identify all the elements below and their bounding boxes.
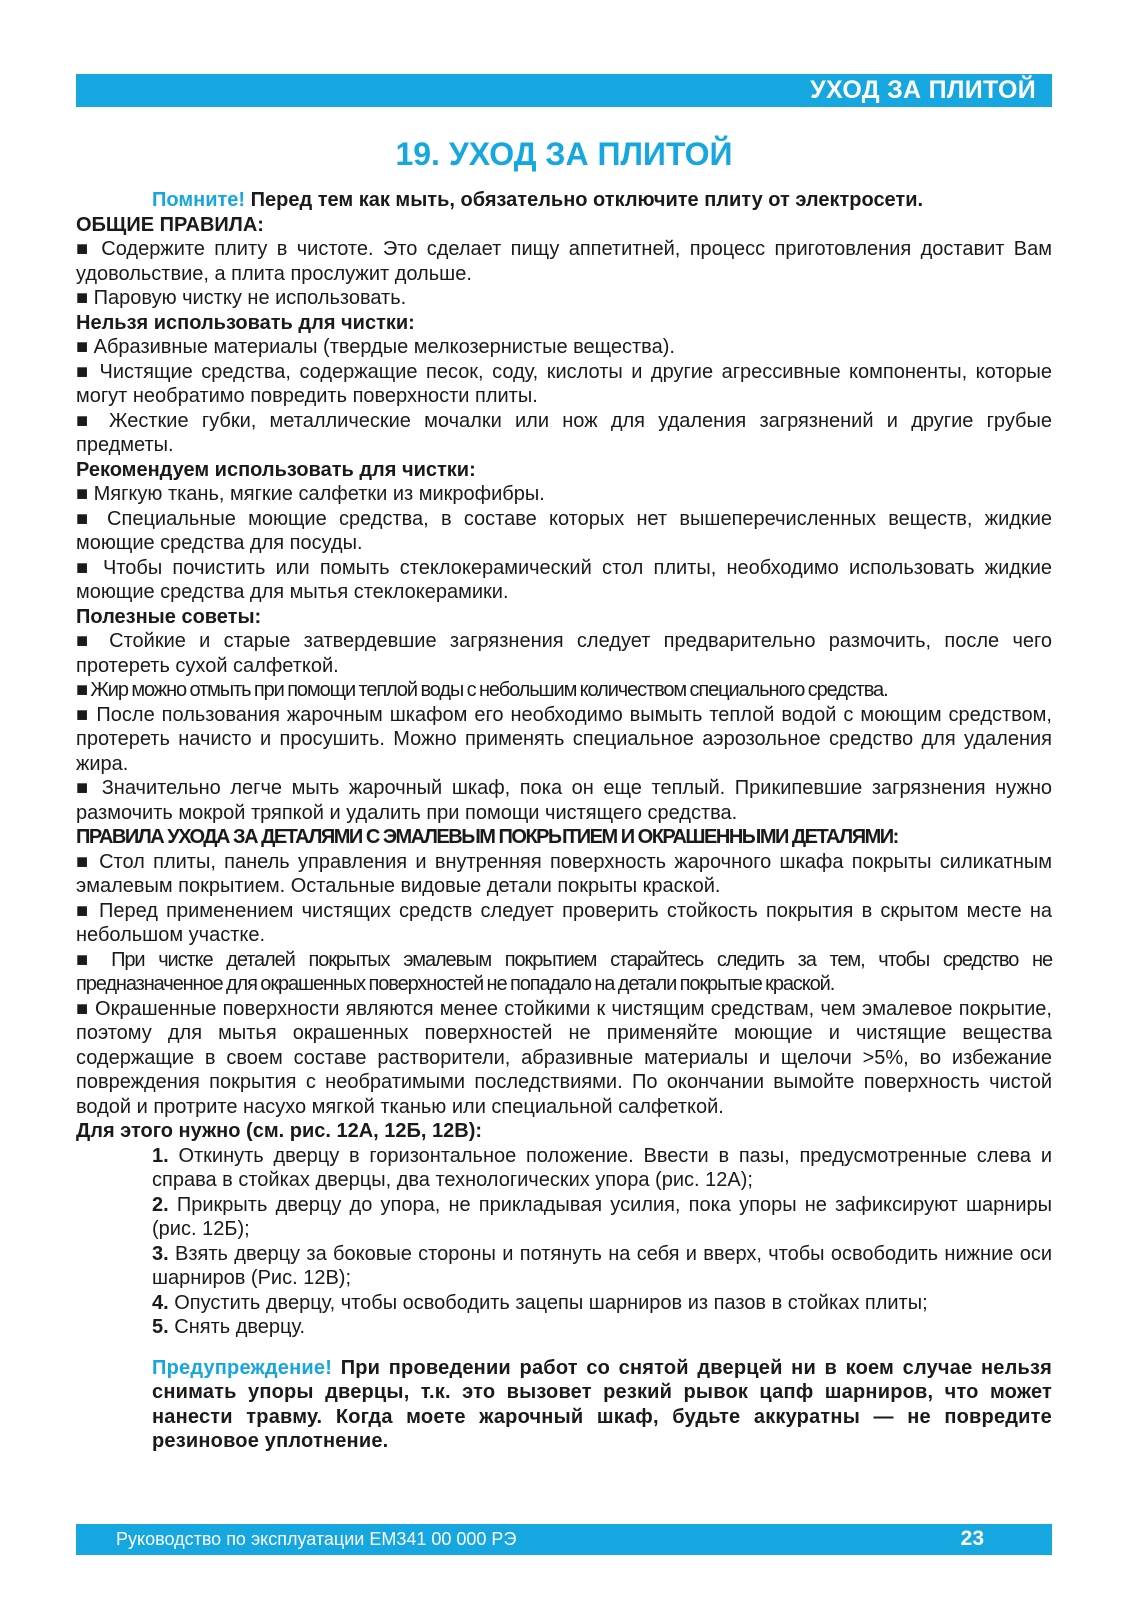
enamel-heading: ПРАВИЛА УХОДА ЗА ДЕТАЛЯМИ С ЭМАЛЕВЫМ ПОКРЫТИЕМ И ОКРАШЕННЫМИ ДЕТАЛЯМИ: [76,826,898,848]
tips-heading: Полезные советы: [76,605,262,628]
step-text: Откинуть дверцу в горизонтальное положение. Ввести в пазы, предусмотренные слева и справа в стойках дверцы, два технологических упора (рис. 12А); [152,1144,1052,1191]
enamel-item: ■ Перед применением чистящих средств следует проверить стойкость покрытия в скрытом месте на небольшом участке. [76,899,1052,946]
tips-item: ■ После пользования жарочным шкафом его необходимо вымыть теплой водой с моющим средством, протереть начисто и просушить. Можно применять специальное аэрозольное средство для удаления жира. [76,703,1052,775]
procedure-step [152,1144,1052,1193]
procedure-step [152,1291,1052,1316]
recommended-item: ■ Специальные моющие средства, в составе которых нет вышеперечисленных веществ, жидкие моющие средства для посуды. [76,507,1052,554]
reminder-text: Перед тем как мыть, обязательно отключите плиту от электросети. [245,189,924,211]
tips-item: ■ Жир можно отмыть при помощи теплой воды с небольшим количеством специального средства. [76,679,888,701]
step-text: Опустить дверцу, чтобы освободить зацепы шарниров из пазов в стойках плиты; [168,1291,928,1314]
general-item: ■ Паровую чистку не использовать. [76,287,407,309]
reminder-prefix: Помните! [152,189,246,211]
step-number: 5. [152,1316,169,1338]
procedure-steps [76,1144,1052,1340]
procedure-step [152,1315,1052,1340]
warning-text: При проведении работ со снятой дверцей ни в коем случае нельзя снимать упоры дверцы, т.к. это вызовет резкий рывок цапф шарниров, что может нанести травму. Когда моете жарочный шкаф, будьте аккуратны — не повредите резиновое уплотнение. [152,1356,1052,1452]
step-text: Взять дверцу за боковые стороны и потянуть на себя и вверх, чтобы освободить нижние оси шарниров (Рис. 12В); [152,1242,1052,1289]
recommended-item: ■ Чтобы почистить или помыть стеклокерамический стол плиты, необходимо использовать жидкие моющие средства для мытья стеклокерамики. [76,556,1052,603]
procedure-heading: Для этого нужно (см. рис. 12А, 12Б, 12В): [76,1120,483,1142]
reminder [76,188,1052,213]
header-bar [76,74,1052,107]
general-heading: ОБЩИЕ ПРАВИЛА: [76,213,264,236]
forbidden-item: ■ Абразивные материалы (твердые мелкозернистые вещества). [76,336,675,358]
page-title: 19. УХОД ЗА ПЛИТОЙ [395,136,733,172]
procedure-step [152,1242,1052,1291]
general-item: ■ Содержите плиту в чистоте. Это сделает пищу аппетитней, процесс приготовления доставит Вам удовольствие, а плита прослужит дольше. [76,238,1052,285]
tips-item: ■ Значительно легче мыть жарочный шкаф, пока он еще теплый. Прикипевшие загрязнения нужно размочить мокрой тряпкой и удалить при помощи чистящего средства. [76,777,1052,824]
step-text: Прикрыть дверцу до упора, не прикладывая усилия, пока упоры не зафиксируют шарниры (рис. 12Б); [152,1193,1052,1240]
recommended-item: ■ Мягкую ткань, мягкие салфетки из микрофибры. [76,483,545,505]
step-number: 4. [152,1291,169,1314]
enamel-item: ■ Стол плиты, панель управления и внутренняя поверхность жарочного шкафа покрыты силикатным эмалевым покрытием. Остальные видовые детали покрыты краской. [76,850,1052,897]
procedure-step [152,1193,1052,1242]
enamel-item: ■ Окрашенные поверхности являются менее стойкими к чистящим средствам, чем эмалевое покрытие, поэтому для мытья окрашенных поверхностей не применяйте моющие и чистящие вещества содержащие в своем составе растворители, абразивные материалы и щелочи >5%, во избежание повреждения покрытия с необратимыми последствиями. По окончании вымойте поверхность чистой водой и протрите насухо мягкой тканью или специальной салфеткой. [76,997,1052,1118]
enamel-item: ■ При чистке деталей покрытых эмалевым покрытием старайтесь следить за тем, чтобы средство не предназначенное для окрашенных поверхностей не попадало на детали покрытые краской. [76,948,1052,995]
forbidden-item: ■ Жесткие губки, металлические мочалки или нож для удаления загрязнений и другие грубые предметы. [76,409,1052,456]
main-content [76,188,1052,1454]
tips-item: ■ Стойкие и старые затвердевшие загрязнения следует предварительно размочить, после чего протереть сухой салфеткой. [76,630,1052,677]
page-number: 23 [960,1527,984,1550]
forbidden-heading: Нельзя использовать для чистки: [76,311,415,334]
header-section-label: УХОД ЗА ПЛИТОЙ [810,76,1036,104]
forbidden-item: ■ Чистящие средства, содержащие песок, соду, кислоты и другие агрессивные компоненты, которые могут необратимо повредить поверхности плиты. [76,360,1052,407]
footer-bar [76,1524,1052,1555]
step-number: 2. [152,1193,169,1216]
step-number: 3. [152,1242,169,1265]
step-number: 1. [152,1144,169,1167]
recommended-heading: Рекомендуем использовать для чистки: [76,458,476,481]
footer-manual-title: Руководство по эксплуатации ЕМ341 00 000 РЭ [116,1529,517,1549]
step-text: Снять дверцу. [168,1316,306,1338]
warning-prefix: Предупреждение! [152,1356,333,1379]
warning [76,1356,1052,1454]
